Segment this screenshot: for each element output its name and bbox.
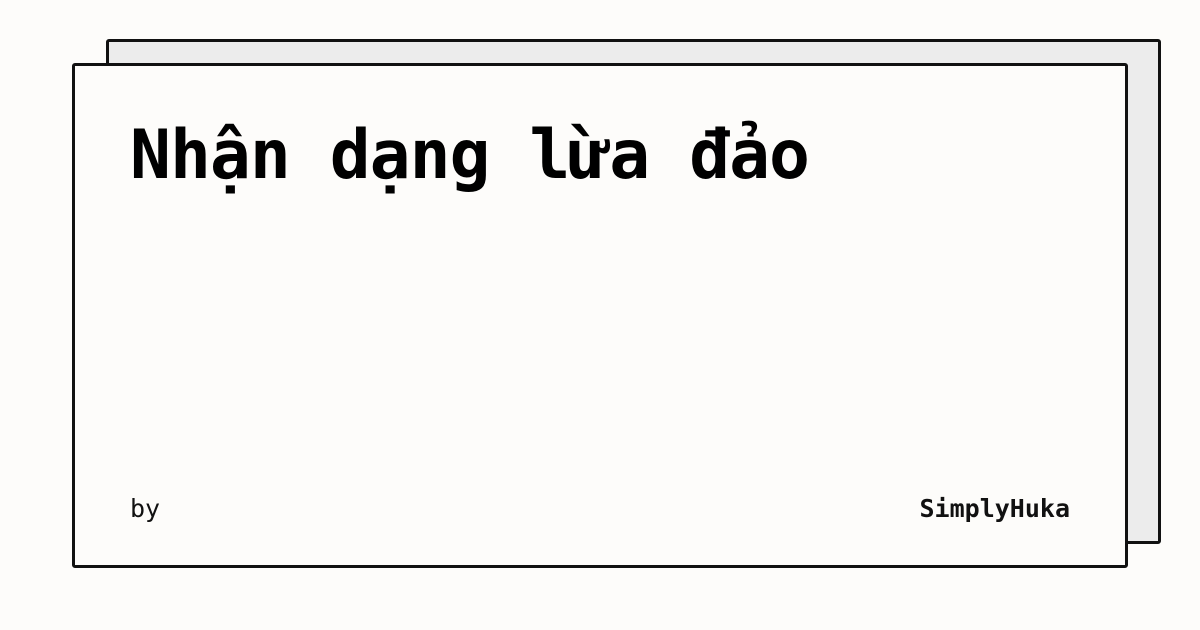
author-name: SimplyHuka	[919, 494, 1070, 523]
card	[72, 63, 1128, 568]
card-title: Nhận dạng lừa đảo	[130, 116, 809, 195]
by-label: by	[130, 494, 161, 523]
